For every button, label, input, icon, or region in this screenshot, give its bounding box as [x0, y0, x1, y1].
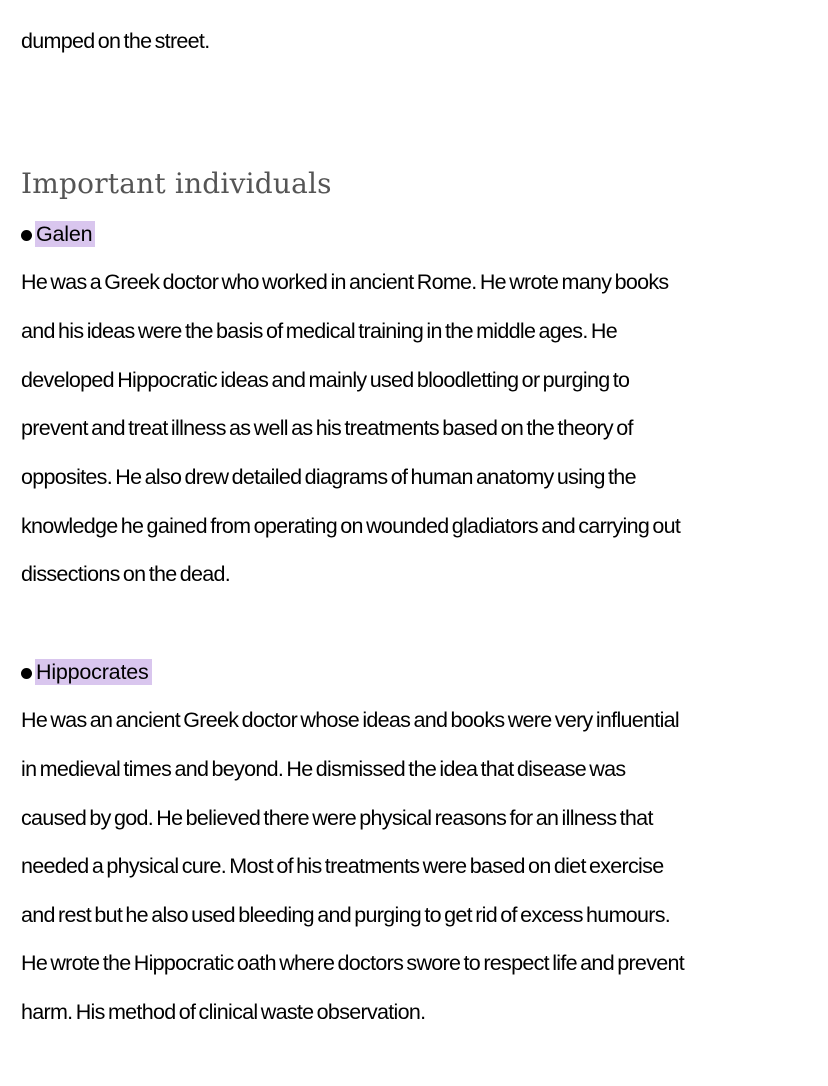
section-heading: Important individuals [21, 167, 332, 200]
galen-line-1: He was a Greek doctor who worked in ancient Rome. He wrote many books [21, 270, 669, 294]
hippocrates-line-3: caused by god. He believed there were physical reasons for an illness that [21, 806, 653, 830]
galen-line-4: prevent and treat illness as well as his treatments based on the theory of [21, 416, 633, 440]
bullet-hippocrates [21, 659, 152, 685]
hippocrates-line-4: needed a physical cure. Most of his treatments were based on diet exercise [21, 854, 664, 878]
intro-text-line: dumped on the street. [21, 29, 210, 53]
bullet-icon [21, 230, 32, 241]
individual-name-galen: Galen [35, 221, 95, 247]
galen-line-5: opposites. He also drew detailed diagrams of human anatomy using the [21, 465, 636, 489]
galen-line-6: knowledge he gained from operating on wounded gladiators and carrying out [21, 514, 681, 538]
galen-line-2: and his ideas were the basis of medical training in the middle ages. He [21, 319, 617, 343]
hippocrates-line-2: in medieval times and beyond. He dismissed the idea that disease was [21, 757, 626, 781]
galen-line-3: developed Hippocratic ideas and mainly used bloodletting or purging to [21, 368, 630, 392]
bullet-icon [21, 668, 32, 679]
hippocrates-line-1: He was an ancient Greek doctor whose ideas and books were very influential [21, 708, 679, 732]
hippocrates-line-5: and rest but he also used bleeding and purging to get rid of excess humours. [21, 903, 671, 927]
galen-line-7: dissections on the dead. [21, 562, 231, 586]
hippocrates-line-6: He wrote the Hippocratic oath where doctors swore to respect life and prevent [21, 951, 685, 975]
bullet-galen [21, 221, 95, 247]
hippocrates-line-7: harm. His method of clinical waste observation. [21, 1000, 426, 1024]
individual-name-hippocrates: Hippocrates [35, 659, 152, 685]
